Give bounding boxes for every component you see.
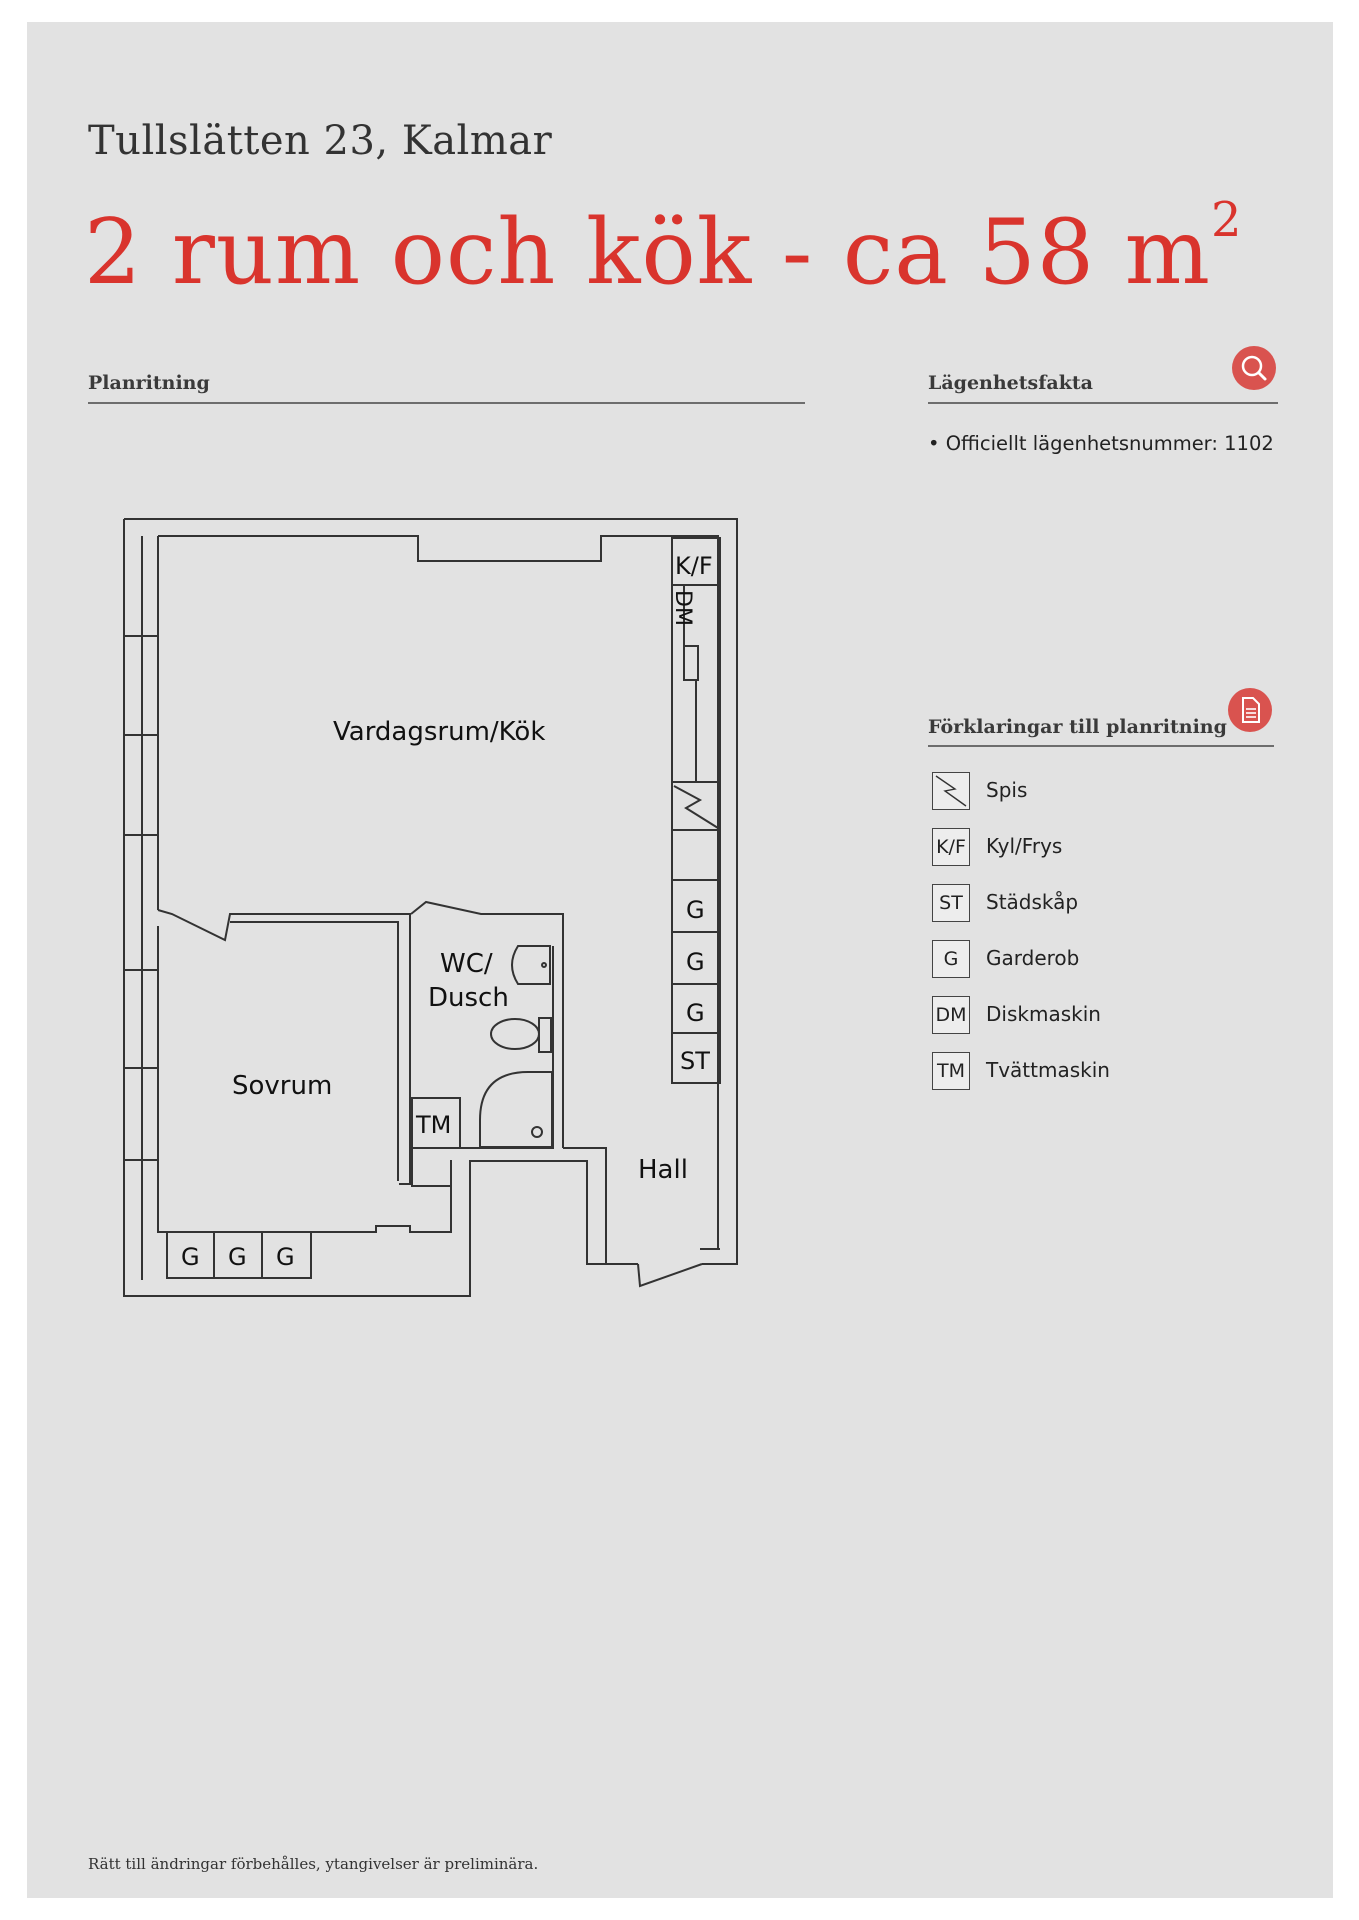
room-label-wc-2: Dusch xyxy=(428,983,509,1013)
legend-code: ST xyxy=(932,884,970,922)
outer-wall-left xyxy=(124,519,638,1296)
fixture-closet-5: G xyxy=(228,1243,247,1271)
fixture-fridge: K/F xyxy=(675,552,713,580)
fixture-dishwasher: DM xyxy=(670,590,695,626)
floorplan-section-title: Planritning xyxy=(88,372,210,394)
legend-label: Tvättmaskin xyxy=(986,1058,1110,1082)
legend-code: G xyxy=(932,940,970,978)
fixture-closet-3: G xyxy=(686,999,705,1027)
fixture-washer: TM xyxy=(416,1111,452,1139)
legend-label: Diskmaskin xyxy=(986,1002,1101,1026)
legend-label: Spis xyxy=(986,778,1028,802)
legend-code: DM xyxy=(932,996,970,1034)
room-label-wc-1: WC/ xyxy=(440,949,493,979)
facts-section-title: Lägenhetsfakta xyxy=(928,372,1093,394)
headline-superscript: 2 xyxy=(1211,192,1243,248)
fixture-closet-4: G xyxy=(181,1243,200,1271)
legend-label: Kyl/Frys xyxy=(986,834,1063,858)
headline-text: 2 rum och kök - ca 58 m xyxy=(84,200,1211,305)
room-label-hall: Hall xyxy=(638,1155,688,1185)
legend-label: Garderob xyxy=(986,946,1080,970)
legend-code: TM xyxy=(932,1052,970,1090)
fact-apartment-number: • Officiellt lägenhetsnummer: 1102 xyxy=(928,432,1274,455)
fixture-closet-2: G xyxy=(686,948,705,976)
legend-section-title: Förklaringar till planritning xyxy=(928,716,1227,738)
legend-label: Städskåp xyxy=(986,890,1079,914)
outer-wall xyxy=(124,519,737,1264)
footer-disclaimer: Rätt till ändringar förbehålles, ytangivelser är preliminära. xyxy=(88,1855,539,1873)
inner-wall xyxy=(158,536,720,1249)
fixture-cleaning: ST xyxy=(680,1047,710,1075)
fixture-closet-6: G xyxy=(276,1243,295,1271)
room-label-living-kitchen: Vardagsrum/Kök xyxy=(333,717,546,747)
property-address: Tullslätten 23, Kalmar xyxy=(88,118,553,164)
fixture-closet-1: G xyxy=(686,896,705,924)
legend-code: K/F xyxy=(932,828,970,866)
room-label-bedroom: Sovrum xyxy=(232,1071,333,1101)
